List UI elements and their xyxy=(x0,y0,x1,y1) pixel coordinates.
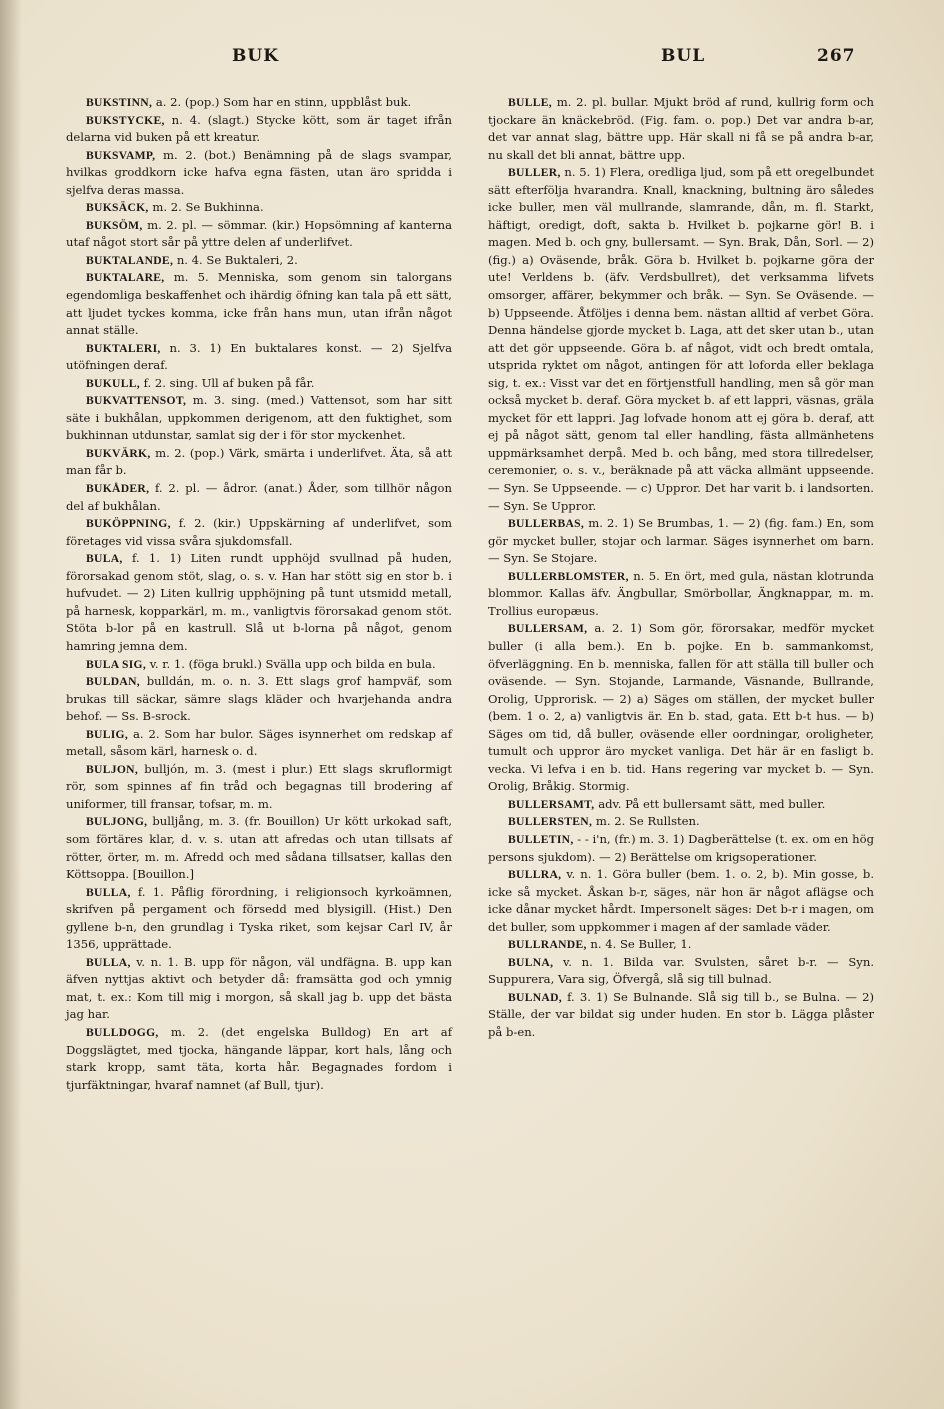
dictionary-entry xyxy=(488,866,874,936)
entry-definition: m. 2. 1) Se Brumbas, 1. — 2) (fig. fam.) En, som gör mycket buller, stojar och larmar. Säges isynnerhet om barn. — Syn. Se Stojare. xyxy=(488,516,874,566)
dictionary-entry xyxy=(66,340,452,375)
entry-headword: BULLERBLOMSTER, xyxy=(508,569,629,583)
dictionary-entry xyxy=(66,656,452,674)
dictionary-entry xyxy=(66,954,452,1024)
entry-headword: BUKSTINN, xyxy=(86,96,153,109)
dictionary-entry xyxy=(488,954,874,989)
dictionary-entry xyxy=(488,620,874,795)
entry-headword: BULLERSAM, xyxy=(508,622,588,636)
entry-headword: BULDAN, xyxy=(86,675,140,689)
entry-headword: BULJONG, xyxy=(86,815,148,829)
entry-headword: BULLERBAS, xyxy=(508,517,585,531)
entry-definition: m. 2. Se Rullsten. xyxy=(595,814,700,829)
dictionary-entry xyxy=(488,936,874,954)
entry-headword: BUKVATTENSOT, xyxy=(86,394,187,408)
entry-headword: BUKTALANDE, xyxy=(86,253,174,267)
entry-headword: BULLDOGG, xyxy=(86,1025,159,1039)
entry-headword: BUKULL, xyxy=(86,376,140,390)
dictionary-entry xyxy=(66,1024,452,1094)
left-column xyxy=(66,94,452,1094)
entry-definition: m. 3. sing. (med.) Vattensot, som har sitt säte i bukhålan, uppkommen derigenom, att den fuktighet, som bukhinnan utdunstar, samlat sig der i för stor myckenhet. xyxy=(66,393,452,443)
dictionary-entry xyxy=(488,831,874,866)
dictionary-entry xyxy=(488,989,874,1042)
entry-headword: BULNAD, xyxy=(508,990,562,1004)
entry-definition: m. 2. (pop.) Värk, smärta i underlifvet. Äta, så att man får b. xyxy=(66,445,452,478)
entry-definition: f. 2. pl. — ådror. (anat.) Åder, som tillhör någon del af bukhålan. xyxy=(66,481,452,513)
dictionary-entry xyxy=(66,94,452,112)
entry-definition: bulldán, m. o. n. 3. Ett slags grof hampväf, som brukas till säckar, sämre slags kläder och hvarjehanda andra behof. — Ss. B-srock. xyxy=(66,674,452,724)
entry-definition: n. 4. Se Buktaleri, 2. xyxy=(176,252,298,267)
dictionary-entry xyxy=(66,375,452,393)
entry-definition: a. 2. 1) Som gör, förorsakar, medför mycket buller (i alla bem.). En b. pojke. En b. sammankomst, öfverläggning. En b. menniska, fallen för att ställa till buller och oväsende. — Syn. Stojande, Larmande, Väsnande, Bullrande, Orolig, Upprorisk. — 2) a) Säges om ställen, der mycket buller (bem. 1 o. 2, a) vanligtvis är. En b. stad, gata. Ett b-t hus. — b) Säges om tid, då buller, oväsende eller oordningar, oroligheter, tumult och uppror äro mycket vanliga. Det här är en fasligt b. vecka. Vi lefva i en b. tid. Hans regering var mycket b. — Syn. Orolig, Bråkig. Stormig. xyxy=(488,621,875,794)
entry-headword: BUKSTYCKE, xyxy=(86,113,165,127)
entry-definition: n. 3. 1) En buktalares konst. — 2) Sjelfva utöfningen deraf. xyxy=(66,340,453,373)
entry-headword: BULA, xyxy=(86,552,123,566)
entry-headword: BUKTALARE, xyxy=(86,271,165,285)
entry-definition: v. n. 1. B. upp för någon, väl undfägna. B. upp kan äfven nyttjas aktivt och betyder då: framsätta god och ymnig mat, t. ex.: Kom till mig i morgon, så skall jag b. upp det bästa jag har. xyxy=(66,954,452,1022)
dictionary-entry xyxy=(488,164,874,515)
entry-definition: v. n. 1. Göra buller (bem. 1. o. 2, b). Min gosse, b. icke så mycket. Åskan b-r, säges, när hon är något aflägse och icke dånar mycket hårdt. Impersonelt säges: Det b-r i magen, om det buller, som uppkommer i magen af der samlade väder. xyxy=(488,867,875,934)
entry-definition: a. 2. (pop.) Som har en stinn, uppblåst buk. xyxy=(155,95,412,109)
entry-headword: BULLA, xyxy=(86,955,131,969)
entry-headword: BUKTALERI, xyxy=(86,341,161,355)
entry-definition: m. 2. Se Bukhinna. xyxy=(152,200,264,215)
entry-definition: a. 2. Som har bulor. Säges isynnerhet om redskap af metall, såsom kärl, harnesk o. d. xyxy=(66,726,453,759)
page-number: 267 xyxy=(817,46,856,66)
entry-definition: m. 2. (det engelska Bulldog) En art af Doggslägtet, med tjocka, hängande läppar, kort hals, lång och stark kropp, samt täta, korta hår. Begagnades fordom i tjurfäktningar, hvaraf namnet (af Bull, tjur). xyxy=(66,1024,452,1092)
entry-headword: BUKÖPPNING, xyxy=(86,517,171,531)
entry-definition: v. r. 1. (föga brukl.) Svälla upp och bilda en bula. xyxy=(149,656,436,671)
dictionary-entry xyxy=(66,112,452,147)
entry-headword: BULA SIG, xyxy=(86,657,147,671)
dictionary-entry xyxy=(66,726,452,761)
entry-definition: m. 2. pl. bullar. Mjukt bröd af rund, kullrig form och tjockare än knäckebröd. (Fig. fam. o. pop.) Det var andra b-ar, det var annat slag, bättre upp. Här skall ni få se på andra b-ar, nu skall det bli annat, bättre upp. xyxy=(488,95,874,162)
entry-headword: BULLERSAMT, xyxy=(508,797,595,811)
right-column xyxy=(488,94,874,1042)
dictionary-entry xyxy=(66,761,452,814)
dictionary-entry xyxy=(66,269,452,339)
header-guide-word-right: BUL xyxy=(661,46,706,66)
entry-definition: n. 4. (slagt.) Stycke kött, som är taget ifrån delarna vid buken på ett kreatur. xyxy=(66,112,452,145)
entry-definition: n. 5. En ört, med gula, nästan klotrunda blommor. Kallas äfv. Ängbullar, Smörbollar, Ängknappar, m. m. Trollius europæus. xyxy=(488,568,875,618)
entry-headword: BULNA, xyxy=(508,955,554,969)
dictionary-entry xyxy=(488,568,874,621)
dictionary-entry xyxy=(66,480,452,515)
dictionary-entry xyxy=(66,813,452,883)
dictionary-entry xyxy=(488,813,874,831)
entry-headword: BULLRA, xyxy=(508,868,562,882)
entry-headword: BULIG, xyxy=(86,727,129,741)
dictionary-entry xyxy=(66,445,452,480)
dictionary-entry xyxy=(66,392,452,445)
entry-headword: BULLETIN, xyxy=(508,832,574,846)
entry-headword: BULLER, xyxy=(508,166,561,180)
entry-definition: v. n. 1. Bilda var. Svulsten, såret b-r. — Syn. Suppurera, Vara sig, Öfvergå, slå sig till bulnad. xyxy=(488,954,875,987)
dictionary-entry xyxy=(488,515,874,568)
dictionary-entry xyxy=(66,884,452,954)
entry-headword: BUKSVAMP, xyxy=(86,148,156,162)
dictionary-entry xyxy=(488,796,874,814)
running-header xyxy=(0,46,944,76)
entry-definition: bulljón, m. 3. (mest i plur.) Ett slags skruflormigt rör, som spinnes af fin tråd och begagnas till brodering af uniformer, till fransar, tofsar, m. m. xyxy=(66,761,452,811)
entry-definition: m. 2. (bot.) Benämning på de slags svampar, hvilkas groddkorn icke hafva egna fästen, utan äro spridda i sjelfva deras massa. xyxy=(66,147,452,197)
entry-definition: n. 4. Se Buller, 1. xyxy=(590,937,692,952)
entry-headword: BULJON, xyxy=(86,762,139,776)
binding-shadow xyxy=(0,0,22,1409)
entry-headword: BUKSÖM, xyxy=(86,218,143,232)
entry-definition: f. 1. Påflig förordning, i religionsoch kyrkoämnen, skrifven på pergament och försedd med blysigill. (Hist.) Den gyllene b-n, den grundlag i Tyska riket, som kejsar Carl IV, år 1356, upprättade. xyxy=(66,884,452,952)
entry-definition: adv. På ett bullersamt sätt, med buller. xyxy=(598,796,826,811)
header-guide-word-left: BUK xyxy=(232,46,279,66)
entry-definition: f. 2. sing. Ull af buken på får. xyxy=(143,375,315,390)
dictionary-entry xyxy=(66,147,452,200)
dictionary-entry xyxy=(488,94,874,164)
entry-definition: f. 3. 1) Se Bulnande. Slå sig till b., se Bulna. — 2) Ställe, der var bildat sig under huden. En stor b. Lägga plåster på b-en. xyxy=(488,989,875,1039)
dictionary-entry xyxy=(66,199,452,217)
entry-headword: BUKSÄCK, xyxy=(86,201,149,215)
entry-headword: BULLRANDE, xyxy=(508,938,587,952)
dictionary-entry xyxy=(66,550,452,655)
dictionary-entry xyxy=(66,252,452,270)
entry-headword: BULLERSTEN, xyxy=(508,815,593,829)
entry-definition: m. 2. pl. — sömmar. (kir.) Hopsömning af kanterna utaf något stort sår på yttre delen af underlifvet. xyxy=(66,217,452,250)
entry-headword: BUKVÄRK, xyxy=(86,446,151,460)
entry-definition: - - i'n, (fr.) m. 3. 1) Dagberättelse (t. ex. om en hög persons sjukdom). — 2) Berättelse om krigsoperationer. xyxy=(488,831,874,864)
entry-definition: bulljång, m. 3. (fr. Bouillon) Ur kött urkokad saft, som förtäres klar, d. v. s. utan att afredas och utan tillsats af rötter, örter, m. m. Afredd och med sådana tillsatser, kallas den Köttsoppa. [Bouillon.] xyxy=(66,814,452,882)
entry-headword: BULLA, xyxy=(86,885,131,899)
entry-definition: n. 5. 1) Flera, oredliga ljud, som på ett oregelbundet sätt efterfölja hvarandra. Knall, knackning, bultning äro således icke buller, men väl mullrande, slamrande, dån, m. fl. Starkt, häftigt, oredigt, doft, sakta b. Hvilket b. pojkarne gör! B. i magen. Med b. och gny, bullersamt. — Syn. Brak, Dån, Sorl. — 2) (fig.) a) Oväsende, bråk. Göra b. Hvilket b. pojkarne göra der ute! Verldens b. (äfv. Verdsbullret), det verksamma lifvets omsorger, affärer, bekymmer och bråk. — Syn. Se Oväsende. — b) Uppseende. Åtföljes i denna bem. nästan alltid af verbet Göra. Denna händelse gjorde mycket b. Laga, att det sker utan b., utan att det gör uppseende. Göra b. af något, vidt och bredt omtala, utsprida ryktet om något, antingen för att loforda eller beklaga sig, t. ex.: Visst var det en förtjenstfull handling, men så gör man också mycket b. deraf. Göra mycket b. af ett lappri, väsnas, gräla mycket för ett lappri. Jag lofvade honom att ej göra b. deraf, att ej på något sätt, genom tal eller handling, fästa allmänhetens uppmärksamhet derpå. Med b. och bång, med stora tillredelser, ceremonier, o. s. v., beräknade på att väcka allmänt uppseende. — Syn. Se Uppseende. — c) Uppror. Det har varit b. i landsorten. — Syn. Se Uppror. xyxy=(488,165,875,513)
entry-definition: f. 2. (kir.) Uppskärning af underlifvet, som företages vid vissa svåra sjukdomsfall. xyxy=(66,516,452,548)
dictionary-entry xyxy=(66,515,452,550)
entry-definition: f. 1. 1) Liten rundt upphöjd svullnad på huden, förorsakad genom stöt, slag, o. s. v. Han har stött sig en stor b. i hufvudet. — 2) Liten kullrig upphöjning på tunt utsmidd metall, på harnesk, kopparkärl, m. m., vanligtvis förorsakad genom stöt. Stöta b-lor på en kastrull. Slå ut b-lorna på något, genom hamring jemna dem. xyxy=(66,551,452,653)
entry-definition: m. 5. Menniska, som genom sin talorgans egendomliga beskaffenhet och ihärdig öfning kan tala på ett sätt, att ljudet tyckes komma, icke från hans mun, utan ifrån något annat ställe. xyxy=(66,270,452,338)
entry-headword: BUKÅDER, xyxy=(86,482,150,496)
dictionary-entry xyxy=(66,217,452,252)
entry-headword: BULLE, xyxy=(508,96,553,109)
dictionary-entry xyxy=(66,673,452,726)
